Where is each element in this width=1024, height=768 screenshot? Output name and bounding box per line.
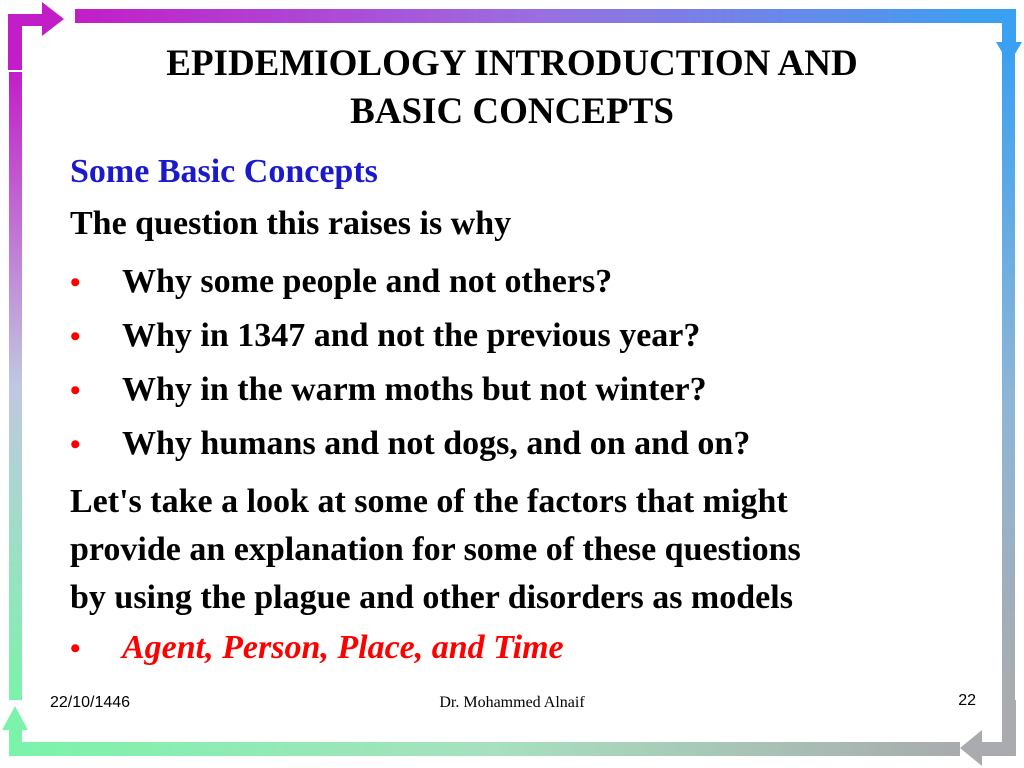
bullet-dot: • — [70, 374, 81, 407]
list-item — [70, 255, 750, 309]
list-item-text: Why in 1347 and not the previous year? — [122, 317, 701, 354]
list-item — [70, 363, 750, 417]
list-item-text: Why some people and not others? — [122, 263, 613, 300]
title-line-1: EPIDEMIOLOGY INTRODUCTION AND — [166, 43, 858, 84]
slide-title — [70, 40, 954, 136]
section-subtitle: Some Basic Concepts — [70, 153, 378, 190]
highlight-text: Agent, Person, Place, and Time — [122, 629, 564, 666]
list-item — [70, 417, 750, 471]
paragraph-line: by using the plague and other disorders as models — [70, 579, 793, 616]
list-item-text: Why humans and not dogs, and on and on? — [122, 425, 751, 462]
bullet-dot: • — [70, 320, 81, 353]
explanation-paragraph — [70, 478, 970, 622]
frame-bottom-bar — [30, 742, 960, 756]
paragraph-line: provide an explanation for some of these questions — [70, 531, 801, 568]
page-number: 22 — [958, 692, 976, 709]
frame-top-left-arrow — [8, 2, 64, 70]
footer-author: Dr. Mohammed Alnaif — [439, 694, 585, 711]
bullet-dot: • — [70, 632, 81, 665]
question-list — [70, 255, 750, 471]
frame-left-bar — [9, 72, 22, 700]
footer-date: 22/10/1446 — [50, 694, 131, 711]
frame-right-bar — [1002, 40, 1015, 700]
highlight-item — [70, 624, 564, 673]
bullet-dot: • — [70, 428, 81, 461]
question-text: The question this raises is why — [70, 205, 512, 242]
title-line-2: BASIC CONCEPTS — [350, 91, 674, 132]
paragraph-line: Let's take a look at some of the factors that might — [70, 483, 788, 520]
bullet-dot: • — [70, 266, 81, 299]
frame-top-right-arrow — [960, 9, 1022, 64]
list-item — [70, 309, 750, 363]
list-item-text: Why in the warm moths but not winter? — [122, 371, 707, 408]
